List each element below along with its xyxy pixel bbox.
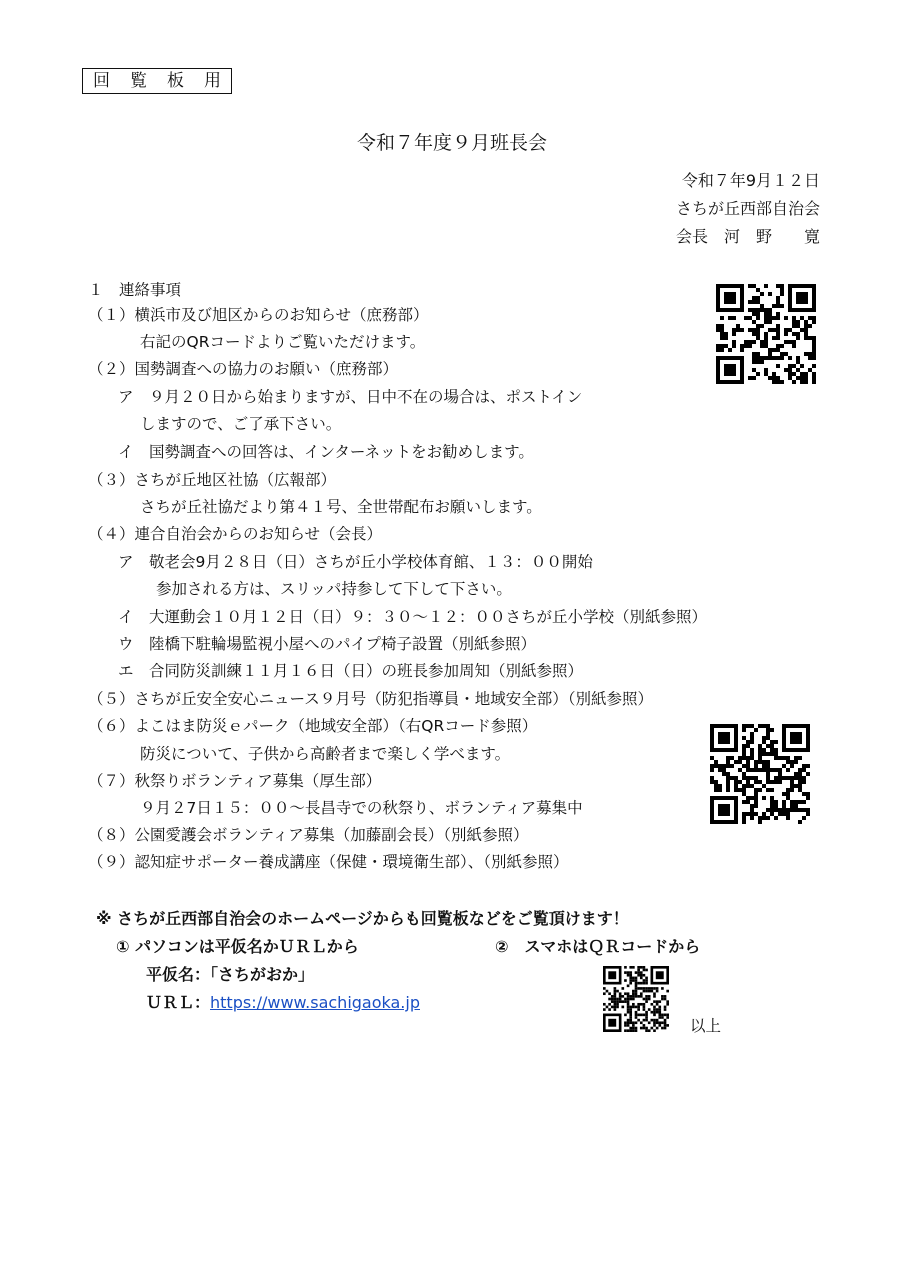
organization-name: さちが丘西部自治会 — [675, 199, 820, 218]
list-item: （６）よこはま防災ｅパーク（地域安全部）（右QRコード参照） — [88, 717, 538, 735]
pc-access-text: ① パソコンは平仮名かＵＲＬから — [116, 937, 359, 956]
list-item: （３）さちが丘地区社協（広報部） — [88, 471, 337, 489]
list-item: ９月２7日１５：００～長昌寺での秋祭り、ボランティア募集中 — [140, 799, 583, 817]
homepage-note: ※ さちが丘西部自治会のホームページからも回覧板などをご覧頂けます！ — [96, 909, 629, 928]
list-item: ア 敬老会9月２８日（日）さちが丘小学校体育館、１３：００開始 — [118, 553, 593, 571]
list-item: イ 大運動会１０月１２日（日）９：３０～１２：００さちが丘小学校（別紙参照） — [118, 608, 708, 626]
end-mark: 以上 — [690, 1017, 722, 1035]
section-heading: １ 連絡事項 — [88, 281, 182, 299]
list-item: ア ９月２０日から始まりますが、日中不在の場合は、ポストイン — [118, 388, 583, 406]
list-item: ウ 陸橋下駐輪場監視小屋へのパイプ椅子設置（別紙参照） — [118, 635, 537, 653]
url-line — [146, 990, 420, 1013]
list-item: （１）横浜市及び旭区からのお知らせ（庶務部） — [88, 306, 429, 324]
circulation-stamp — [82, 68, 232, 94]
chairperson: 会長 河 野 寛 — [675, 227, 820, 246]
qr-code-homepage[interactable] — [603, 966, 669, 1032]
list-item: （５）さちが丘安全安心ニュース９月号（防犯指導員・地域安全部）（別紙参照） — [88, 690, 653, 708]
list-item: （２）国勢調査への協力のお願い（庶務部） — [88, 360, 399, 378]
list-item: （７）秋祭りボランティア募集（厚生部） — [88, 772, 382, 790]
list-item: 防災について、子供から高齢者まで楽しく学べます。 — [140, 745, 511, 763]
stamp-char: 用 — [204, 71, 221, 91]
list-item: エ 合同防災訓練１１月１６日（日）の班長参加周知（別紙参照） — [118, 662, 584, 680]
stamp-char: 板 — [167, 71, 184, 91]
list-item: しますので、ご了承下さい。 — [140, 415, 342, 433]
issue-date: 令和７年9月１２日 — [681, 171, 820, 190]
list-item: 参加される方は、スリッパ持参して下して下さい。 — [156, 580, 512, 598]
qr-code-bousai-epark[interactable] — [710, 724, 810, 824]
list-item: （９）認知症サポーター養成講座（保健・環境衛生部）、（別紙参照） — [88, 853, 569, 871]
list-item: （４）連合自治会からのお知らせ（会長） — [88, 525, 383, 543]
list-item: 右記のQRコードよりご覧いただけます。 — [140, 333, 426, 351]
stamp-char: 回 — [93, 71, 110, 91]
list-item: さちが丘社協だより第４１号、全世帯配布お願いします。 — [140, 498, 542, 516]
hiragana-search-text: 平仮名：「さちがおか」 — [146, 965, 315, 984]
qr-code-yokohama[interactable] — [716, 284, 816, 384]
url-label: ＵＲＬ： — [146, 993, 211, 1012]
stamp-char: 覧 — [130, 71, 147, 91]
list-item: イ 国勢調査への回答は、インターネットをお勧めします。 — [118, 443, 534, 461]
list-item: （８）公園愛護会ボランティア募集（加藤副会長）（別紙参照） — [88, 826, 529, 844]
homepage-link[interactable]: https://www.sachigaoka.jp — [210, 993, 420, 1012]
smartphone-access-text: ② スマホはＱＲコードから — [495, 937, 701, 956]
page-title: 令和７年度９月班長会 — [356, 132, 547, 154]
